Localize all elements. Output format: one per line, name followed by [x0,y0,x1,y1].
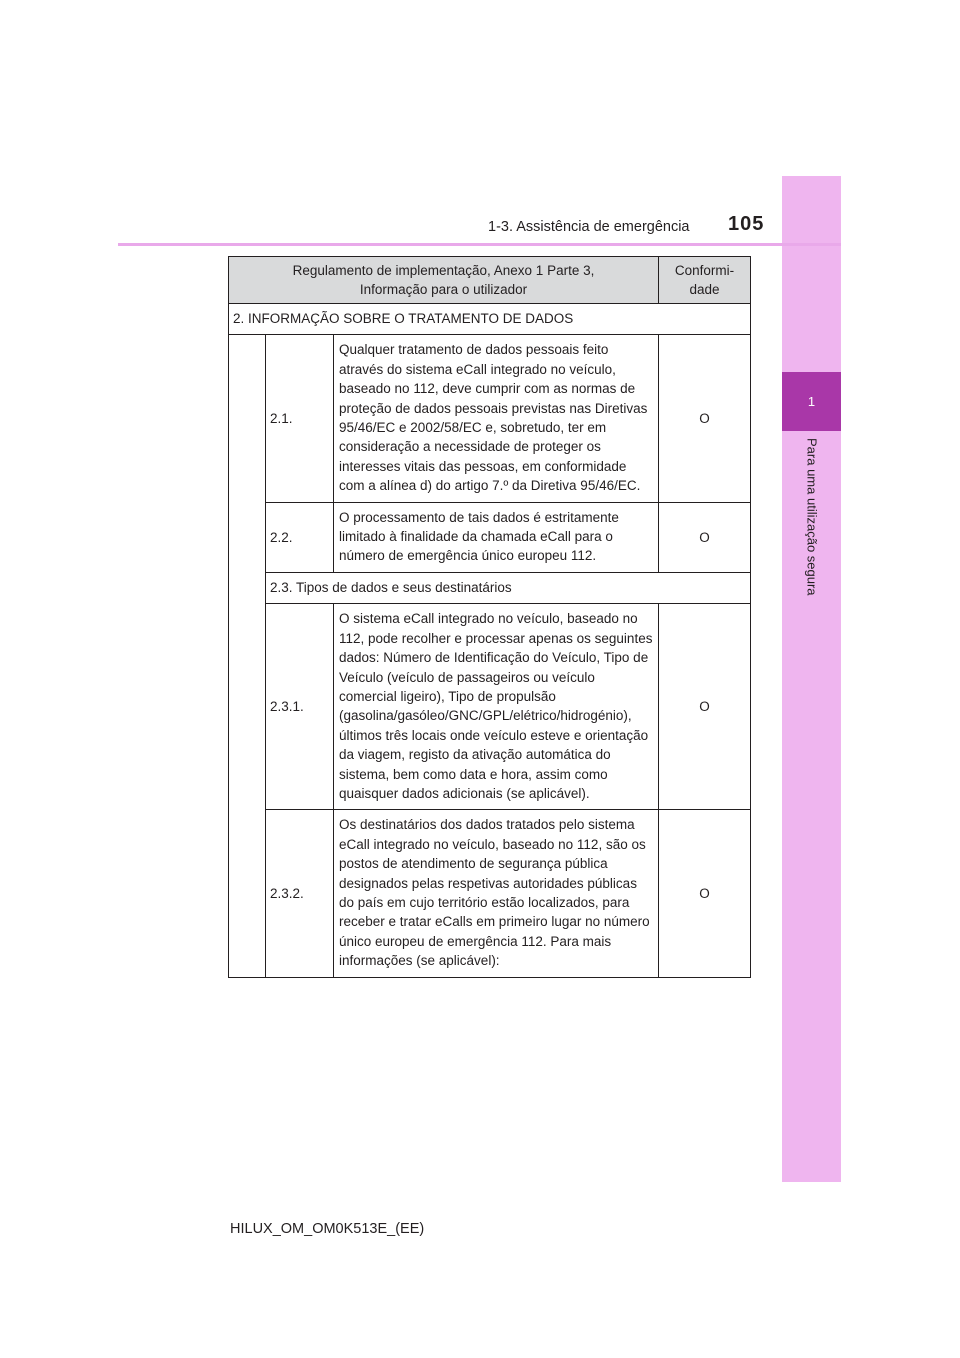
header-divider [118,243,841,246]
conformity-mark: O [659,604,751,810]
table-row [229,335,751,502]
item-text: O sistema eCall integrado no veículo, baseado no 112, pode recolher e processar apenas os seguintes dados: Número de Identificação do Veículo, Tipo de Veículo (veículo de passageiros ou veículo comercial ligeiro), Tipo de propulsão (gasolina/gasóleo/GNC/GPL/elétrico/hidrogénio), últimos três locais onde veículo esteve e orientação da viagem, registo da ativação automática do sistema, bem como data e hora, assim como quaisquer dados adicionais (se aplicável). [334,604,659,810]
conformity-header-line2: dade [689,282,720,297]
conformity-mark: O [659,502,751,572]
chapter-title: Para uma utilização segura [804,438,820,596]
indent-cell [229,335,266,977]
subsection-heading: 2.3. Tipos de dados e seus destinatários [266,572,751,603]
conformity-header-cell [659,257,751,304]
item-text: O processamento de tais dados é estritamente limitado à finalidade da chamada eCall para o número de emergência único europeu 112. [334,502,659,572]
section-heading: 2. INFORMAÇÃO SOBRE O TRATAMENTO DE DADOS [229,304,751,335]
page-number: 105 [728,213,765,235]
conformity-mark: O [659,810,751,977]
conformity-header-line1: Conformi- [674,263,735,278]
chapter-side-tab [782,176,841,1182]
table-header-row [229,257,751,304]
regulation-header-line2: Informação para o utilizador [359,282,528,297]
item-number: 2.3.2. [266,810,334,977]
section-title: 1-3. Assistência de emergência [488,219,690,235]
item-number: 2.1. [266,335,334,502]
item-text: Qualquer tratamento de dados pessoais feito através do sistema eCall integrado no veículo, baseado no 112, deve cumprir com as normas de proteção de dados pessoais previstas nas Diretivas 95/46/EC e 2002/58/EC e, sobretudo, ter em consideração a necessidade de proteger os interesses vitais das pessoas, em conformidade com a alínea d) do artigo 7.º da Diretiva 95/46/EC. [334,335,659,502]
chapter-number: 1 [782,372,841,431]
table-row [229,572,751,603]
item-text: Os destinatários dos dados tratados pelo sistema eCall integrado no veículo, baseado no 112, são os postos de atendimento de segurança pública designados pelas respetivas autoridades públicas do país em cujo território estão localizados, para receber e tratar eCalls em primeiro lugar no número único europeu de emergência 112. Para mais informações (se aplicável): [334,810,659,977]
item-number: 2.2. [266,502,334,572]
table-row [229,304,751,335]
conformity-mark: O [659,335,751,502]
regulation-header-line1: Regulamento de implementação, Anexo 1 Parte 3, [292,263,595,278]
document-code: HILUX_OM_OM0K513E_(EE) [230,1221,425,1237]
regulation-header-cell [229,257,659,304]
regulation-table [228,256,751,978]
item-number: 2.3.1. [266,604,334,810]
table-row [229,604,751,810]
table-row [229,502,751,572]
table-row [229,810,751,977]
